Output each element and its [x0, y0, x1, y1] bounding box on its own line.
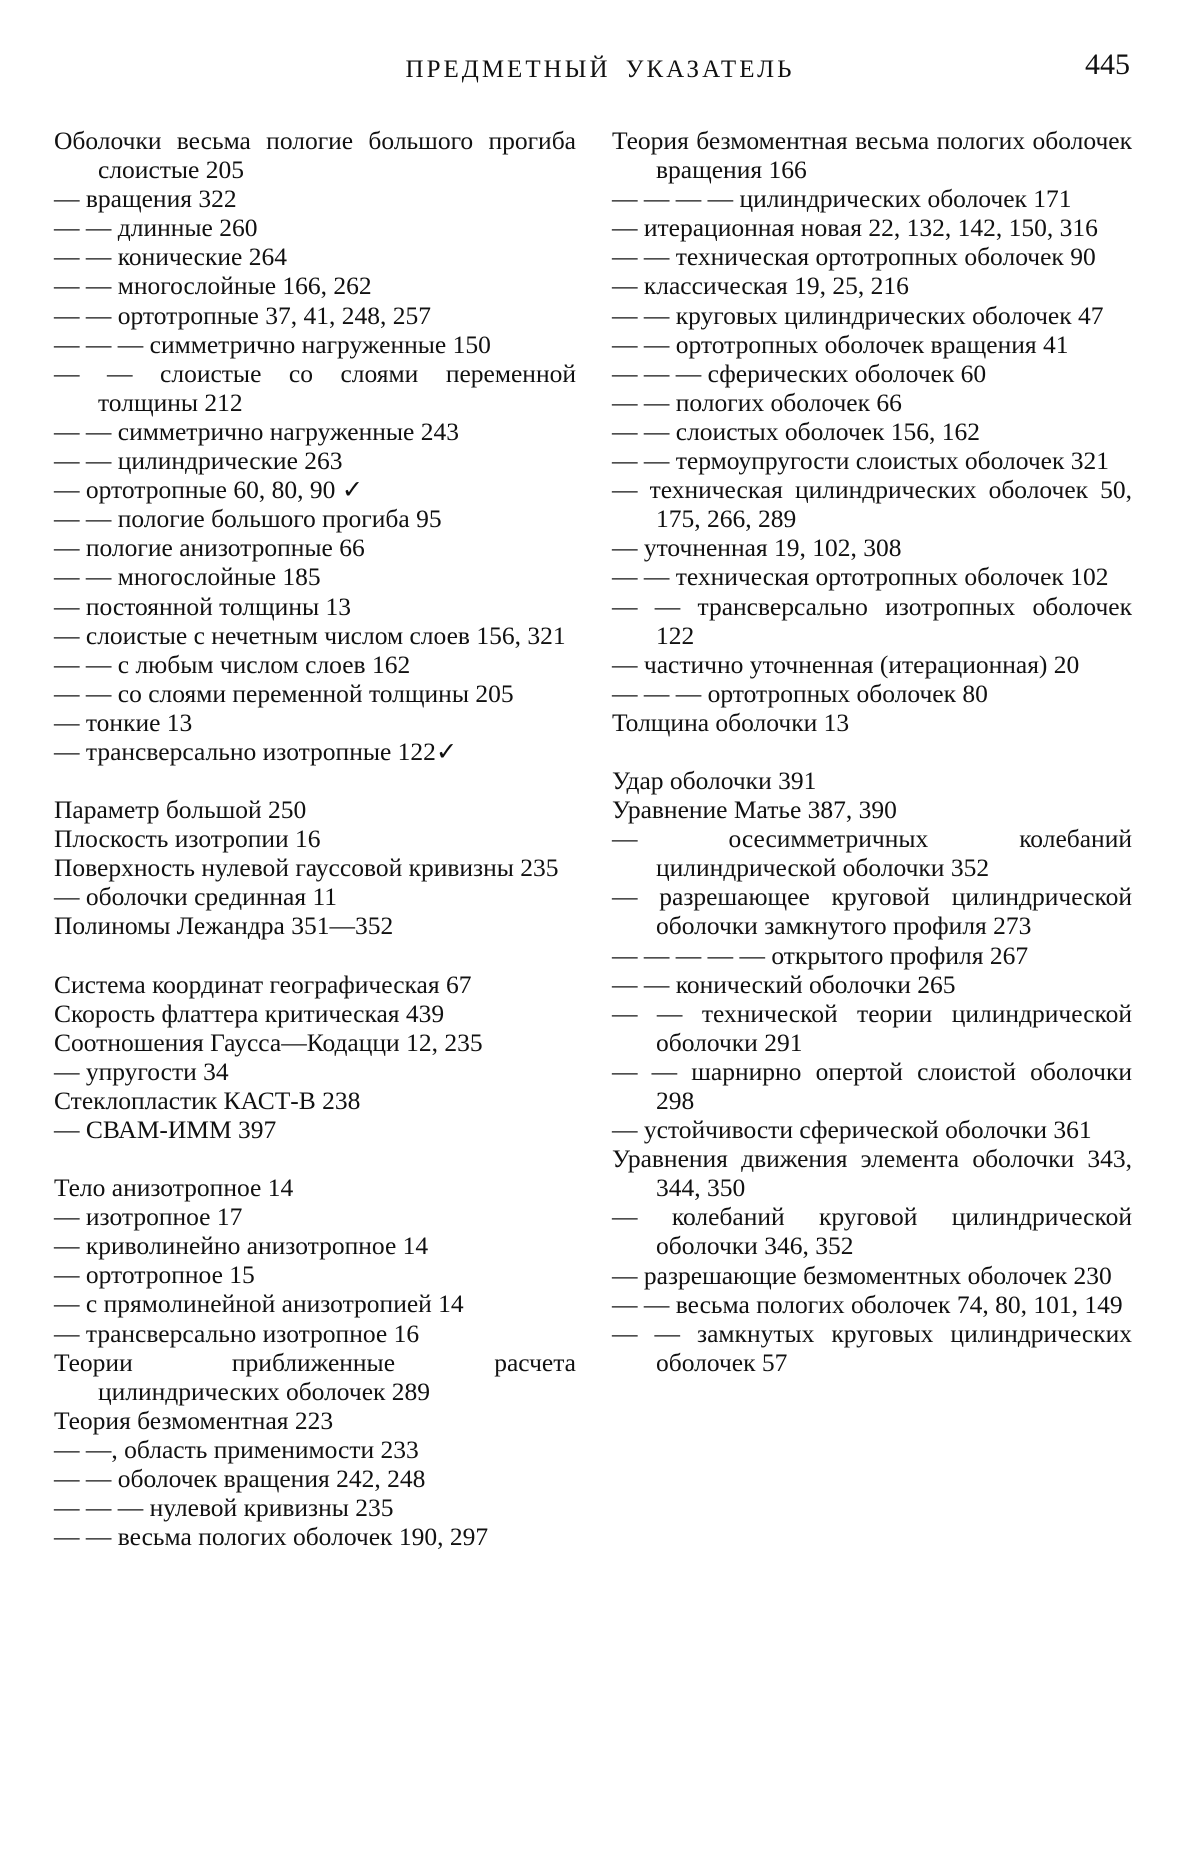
index-entry: — трансверсально изотропное 16 [54, 1318, 420, 1348]
index-entry: Стеклопластик КАСТ-В 238 [54, 1085, 361, 1115]
index-entry: Параметр большой 250 [54, 795, 307, 825]
index-column-left [54, 126, 576, 1551]
index-entry: — — симметрично нагруженные 243 [54, 416, 459, 446]
index-entry: — — — ортотропных оболочек 80 [612, 678, 988, 708]
section-gap [54, 1144, 576, 1173]
index-entry: — техническая цилиндрических оболочек 50, 175, 266, 289 [612, 475, 1132, 534]
index-entry: — ортотропное 15 [54, 1260, 255, 1290]
index-entry: — — — — — открытого профиля 267 [612, 940, 1029, 970]
index-entry: — изотропное 17 [54, 1202, 243, 1232]
index-entry: — — весьма пологих оболочек 190, 297 [54, 1522, 489, 1552]
index-entry: — — круговых цилиндрических оболочек 47 [612, 300, 1104, 330]
index-entry: — — ортотропных оболочек вращения 41 [612, 329, 1069, 359]
index-entry: Теория безмоментная весьма пологих оболочек вращения 166 [612, 126, 1132, 185]
index-entry: — — технической теории цилиндрической оболочки 291 [612, 998, 1132, 1057]
index-entry: Толщина оболочки 13 [612, 707, 850, 737]
index-entry: — с прямолинейной анизотропией 14 [54, 1289, 464, 1319]
index-entry: Соотношения Гаусса—Кодацци 12, 235 [54, 1027, 483, 1057]
index-entry: — —, область применимости 233 [54, 1434, 419, 1464]
index-entry: — — со слоями переменной толщины 205 [54, 678, 514, 708]
index-entry: — — слоистые со слоями переменной толщины 212 [54, 358, 576, 417]
index-entry: — СВАМ-ИММ 397 [54, 1115, 277, 1144]
index-entry: — — цилиндрические 263 [54, 446, 343, 476]
index-entry: — — техническая ортотропных оболочек 90 [612, 242, 1096, 272]
index-entry: Скорость флаттера критическая 439 [54, 998, 445, 1028]
index-entry: — итерационная новая 22, 132, 142, 150, 316 [612, 213, 1098, 243]
page-header [0, 42, 1200, 102]
index-entry: Поверхность нулевой гауссовой кривизны 235 [54, 853, 559, 883]
index-entry: Удар оболочки 391 [612, 765, 817, 795]
index-entry: Уравнения движения элемента оболочки 343, 344, 350 [612, 1144, 1132, 1203]
index-entry: — — термоупругости слоистых оболочек 321 [612, 446, 1110, 476]
index-entry: — — ортотропные 37, 41, 248, 257 [54, 300, 431, 330]
section-gap [54, 766, 576, 795]
index-entry: Плоскость изотропии 16 [54, 824, 321, 854]
index-entry: Теории приближенные расчета цилиндрических оболочек 289 [54, 1347, 576, 1406]
index-entry: — — конический оболочки 265 [612, 969, 956, 999]
index-entry: — — трансверсально изотропных оболочек 122 [612, 591, 1132, 650]
index-entry: Тело анизотропное 14 [54, 1173, 294, 1203]
index-entry: — — весьма пологих оболочек 74, 80, 101, 149 [612, 1289, 1123, 1319]
index-entry: — — слоистых оболочек 156, 162 [612, 416, 981, 446]
running-head: ПРЕДМЕТНЫЙ УКАЗАТЕЛЬ [405, 56, 795, 83]
index-entry: Уравнение Матье 387, 390 [612, 795, 897, 825]
index-entry: — оболочки срединная 11 [54, 882, 338, 912]
index-entry: — — оболочек вращения 242, 248 [54, 1464, 426, 1494]
index-entry: — вращения 322 [54, 184, 237, 214]
index-entry: — уточненная 19, 102, 308 [612, 533, 902, 563]
index-entry: — частично уточненная (итерационная) 20 [612, 649, 1080, 679]
index-entry: — постоянной толщины 13 [54, 591, 351, 621]
index-entry: — осесимметричных колебаний цилиндрической оболочки 352 [612, 824, 1132, 883]
index-entry: — упругости 34 [54, 1056, 229, 1086]
index-entry: — классическая 19, 25, 216 [612, 271, 909, 301]
index-entry: — колебаний круговой цилиндрической оболочки 346, 352 [612, 1202, 1132, 1261]
index-entry: — — техническая ортотропных оболочек 102 [612, 562, 1109, 592]
index-entry: — устойчивости сферической оболочки 361 [612, 1115, 1092, 1145]
index-entry: — — — — цилиндрических оболочек 171 [612, 184, 1072, 214]
index-entry: — — пологих оболочек 66 [612, 387, 902, 417]
index-entry: Теория безмоментная 223 [54, 1405, 334, 1435]
index-entry: — — с любым числом слоев 162 [54, 649, 411, 679]
index-entry: — разрешающее круговой цилиндрической оболочки замкнутого профиля 273 [612, 882, 1132, 941]
index-entry: — разрешающие безмоментных оболочек 230 [612, 1260, 1112, 1290]
index-entry: — тонкие 13 [54, 707, 193, 737]
index-entry: — криволинейно анизотропное 14 [54, 1231, 429, 1261]
page-number: 445 [1085, 48, 1130, 81]
index-entry: — — длинные 260 [54, 213, 258, 243]
index-entry: — трансверсально изотропные 122✓ [54, 736, 458, 766]
index-entry: — слоистые с нечетным числом слоев 156, 321 [54, 620, 566, 650]
index-entry: — — шарнирно опертой слоистой оболочки 298 [612, 1056, 1132, 1115]
section-gap [54, 941, 576, 970]
index-entry: — — конические 264 [54, 242, 287, 272]
index-entry: Полиномы Лежандра 351—352 [54, 911, 394, 941]
index-entry: — — пологие большого прогиба 95 [54, 504, 442, 534]
index-entry: Система координат географическая 67 [54, 969, 472, 999]
index-entry: Оболочки весьма пологие большого прогиба слоистые 205 [54, 126, 576, 185]
section-gap [612, 737, 1132, 766]
index-entry: — — многослойные 185 [54, 562, 321, 592]
index-entry: — — замкнутых круговых цилиндрических оболочек 57 [612, 1318, 1132, 1377]
index-entry: — пологие анизотропные 66 [54, 533, 365, 563]
index-entry: — — многослойные 166, 262 [54, 271, 372, 301]
index-entry: — ортотропные 60, 80, 90 ✓ [54, 475, 364, 505]
index-entry: — — — нулевой кривизны 235 [54, 1493, 394, 1523]
index-entry: — — — сферических оболочек 60 [612, 358, 987, 388]
index-entry: — — — симметрично нагруженные 150 [54, 329, 491, 359]
index-column-right [612, 126, 1132, 1377]
